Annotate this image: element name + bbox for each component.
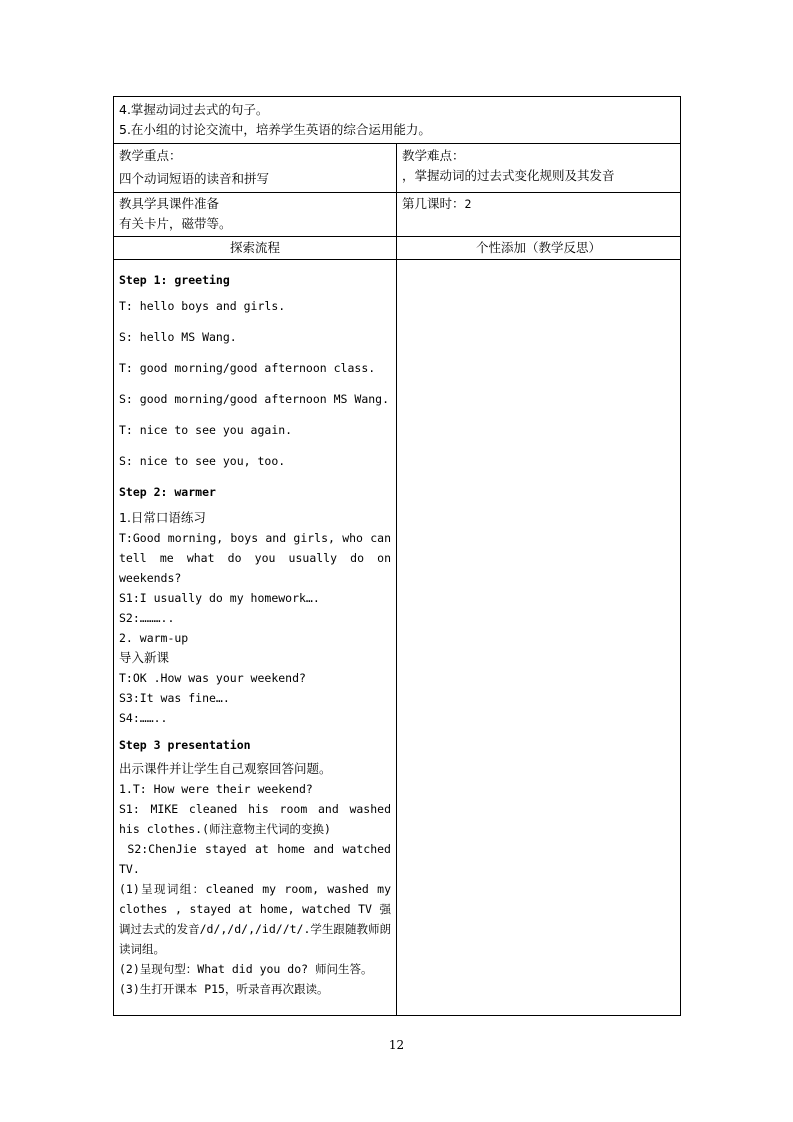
dialogue-line: T: good morning/good afternoon class.	[119, 361, 376, 375]
objective-line: 5.在小组的讨论交流中，培养学生英语的综合运用能力。	[119, 122, 431, 137]
step3-s1: S1: MIKE cleaned his room and washed his clothes.(师注意物主代词的变换)	[119, 802, 391, 836]
process-cell	[114, 260, 397, 1016]
dialogue-line: T: nice to see you again.	[119, 423, 293, 437]
step3-question: 1.T: How were their weekend?	[119, 782, 313, 796]
reflection-header: 个性添加（教学反思）	[397, 237, 681, 260]
step2-s2: S2:………..	[119, 611, 175, 625]
dialogue-line: S: nice to see you, too.	[119, 454, 286, 468]
key-points-cell	[114, 144, 397, 193]
step2-sub1: 1.日常口语练习	[119, 510, 206, 525]
header-row	[114, 237, 681, 260]
key-points-content: 四个动词短语的读音和拼写	[119, 171, 270, 186]
dialogue-line: S: hello MS Wang.	[119, 330, 237, 344]
objective-line: 4.掌握动词过去式的句子。	[119, 102, 269, 117]
lesson-cell	[397, 193, 681, 237]
objectives-row	[114, 97, 681, 144]
objectives-cell	[114, 97, 681, 144]
dialogue-line: S: good morning/good afternoon MS Wang.	[119, 392, 390, 406]
materials-content: 有关卡片，磁带等。	[119, 216, 232, 231]
page-number: 12	[388, 1038, 405, 1052]
materials-row	[114, 193, 681, 237]
content-row	[114, 260, 681, 1016]
step2-sub2: 2. warm-up	[119, 631, 189, 645]
step2-teacher-question: T:Good morning, boys and girls, who can tell me what do you usually do on weekends?	[119, 531, 391, 585]
difficulties-cell	[397, 144, 681, 193]
step3-s2: S2:ChenJie stayed at home and watched TV.	[119, 842, 398, 876]
step2-t-ok: T:OK .How was your weekend?	[119, 671, 306, 685]
focus-row	[114, 144, 681, 193]
step2-s3: S3:It was fine….	[119, 691, 230, 705]
process-header: 探索流程	[114, 237, 397, 260]
step3-title: Step 3 presentation	[119, 738, 251, 752]
step2-s1: S1:I usually do my homework….	[119, 591, 320, 605]
step1-title: Step 1: greeting	[119, 273, 230, 287]
reflection-cell	[397, 260, 681, 1016]
step3-p3: (3)生打开课本 P15，听录音再次跟读。	[119, 982, 329, 996]
step3-p1: (1)呈现词组：cleaned my room, washed my clothes , stayed at home, watched TV 强调过去式的发音/d/,/d/,/id//t/.学生跟随教师朗读词组。	[119, 882, 391, 956]
lesson-value: 2	[464, 197, 472, 211]
lesson-plan-table	[113, 96, 681, 1016]
lesson-label: 第几课时：	[402, 196, 465, 211]
step2-intro: 导入新课	[119, 650, 170, 665]
key-points-label: 教学重点：	[119, 148, 182, 163]
step2-title: Step 2: warmer	[119, 485, 216, 499]
dialogue-line: T: hello boys and girls.	[119, 299, 286, 313]
materials-label: 教具学具课件准备	[119, 196, 220, 211]
difficulties-label: 教学难点：	[402, 148, 465, 163]
step3-p2: (2)呈现句型：What did you do? 师问生答。	[119, 962, 373, 976]
step2-s4: S4:……..	[119, 711, 168, 725]
difficulties-content: ，掌握动词的过去式变化规则及其发音	[402, 168, 615, 183]
materials-cell	[114, 193, 397, 237]
step3-intro: 出示课件并让学生自己观察回答问题。	[119, 761, 332, 776]
